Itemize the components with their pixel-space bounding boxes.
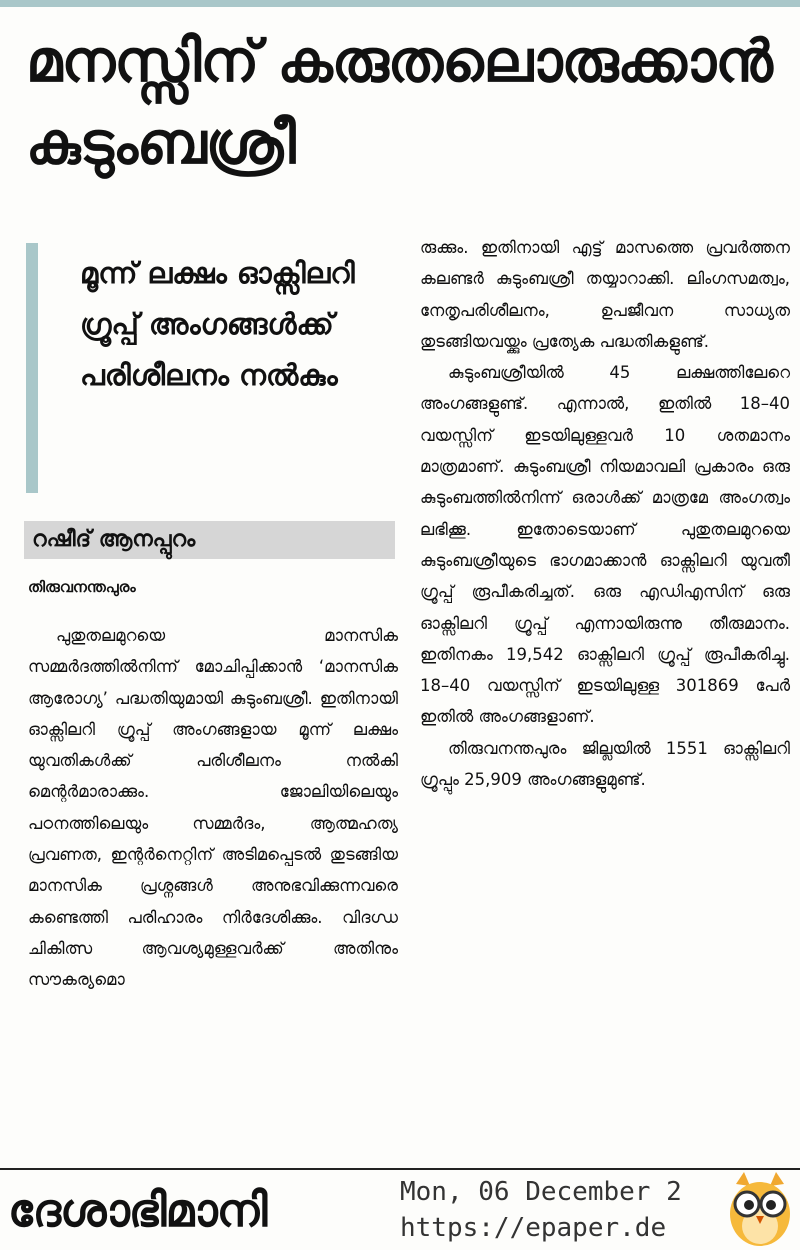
body-column-right — [420, 232, 790, 795]
newspaper-masthead: ദേശാഭിമാനി — [8, 1183, 267, 1237]
deck-accent-bar — [26, 243, 38, 493]
body-paragraph: തിരുവനന്തപുരം ജില്ലയിൽ 1551 ഓക്സിലറി ഗ്രൂപ്പും 25,909 അംഗങ്ങളുമുണ്ട്. — [420, 738, 790, 790]
top-color-bar — [0, 0, 800, 7]
stamp-url[interactable]: https://epaper.de — [400, 1213, 667, 1243]
stamp-date: Mon, 06 December 2 — [400, 1177, 682, 1207]
deck-subheadline: മൂന്ന് ലക്ഷം ഓക്സിലറി ഗ്രൂപ്പ് അംഗങ്ങൾക്ക് പരിശീലനം നൽകും — [80, 256, 355, 392]
body-column-left — [28, 620, 398, 996]
body-paragraph: കുടുംബശ്രീയിൽ 45 ലക്ഷത്തിലേറെ അംഗങ്ങളുണ്ട്. എന്നാൽ, ഇതിൽ 18–40 വയസ്സിന് ഇടയിലുള്ളവർ 10 ശതമാനം മാത്രമാണ്. കുടുംബശ്രീ നിയമാവലി പ്രകാരം ഒരു കുടുംബത്തിൽനിന്ന് ഒരാൾക്ക് മാത്രമേ അംഗത്വം ലഭിക്കൂ. ഇതോടെയാണ് പുതുതലമുറയെ കുടുംബശ്രീയുടെ ഭാഗമാക്കാൻ ഓക്സിലറി യുവതീ ഗ്രൂപ്പ് രൂപീകരിച്ചത്. ഒരു എഡിഎസിന് ഒരു ഓക്സിലറി ഗ്രൂപ്പ് എന്നായിരുന്നു തീരുമാനം. ഇതിനകം 19,542 ഓക്സിലറി ഗ്രൂപ്പ് രൂപീകരിച്ചു. 18–40 വയസ്സിന് ഇടയിലുള്ള 301869 പേർ ഇതിൽ അംഗങ്ങളാണ്. — [420, 363, 790, 727]
epaper-stamp — [400, 1172, 720, 1250]
footer-divider — [0, 1168, 800, 1170]
headline: മനസ്സിന് കരുതലൊരുക്കാൻ കുടുംബശ്രീ — [26, 27, 772, 177]
body-paragraph: പുതുതലമുറയെ മാനസിക സമ്മർദത്തിൽനിന്ന് മോചിപ്പിക്കാൻ ‘മാനസിക ആരോഗ്യ’ പദ്ധതിയുമായി കുടുംബശ്രീ. ഇതിനായി ഓക്സിലറി ഗ്രൂപ്പ് അംഗങ്ങളായ മൂന്ന് ലക്ഷം യുവതികൾക്ക് പരിശീലനം നൽകി മെന്റർമാരാക്കും. ജോലിയിലെയും പഠനത്തിലെയും സമ്മർദം, ആത്മഹത്യ പ്രവണത, ഇന്റർനെറ്റിന് അടിമപ്പെടൽ തുടങ്ങിയ മാനസിക പ്രശ്നങ്ങൾ അനുഭവിക്കുന്നവരെ കണ്ടെത്തി പരിഹാരം നിർദേശിക്കും. വിദഗ്ധ ചികിത്സ ആവശ്യമുള്ളവർക്ക് അതിനും സൗകര്യമൊ — [28, 626, 398, 990]
dateline: തിരുവനന്തപുരം — [28, 578, 136, 596]
byline: റഷീദ് ആനപ്പുറം — [32, 527, 196, 552]
body-paragraph: രുക്കും. ഇതിനായി എട്ട് മാസത്തെ പ്രവർത്തന കലണ്ടർ കുടുംബശ്രീ തയ്യാറാക്കി. ലിംഗസമത്വം, നേതൃപരിശീലനം, ഉപജീവന സാധ്യത തുടങ്ങിയവയ്ക്കും പ്രത്യേക പദ്ധതികളുണ്ട്. — [420, 238, 790, 351]
owl-icon — [722, 1170, 798, 1248]
